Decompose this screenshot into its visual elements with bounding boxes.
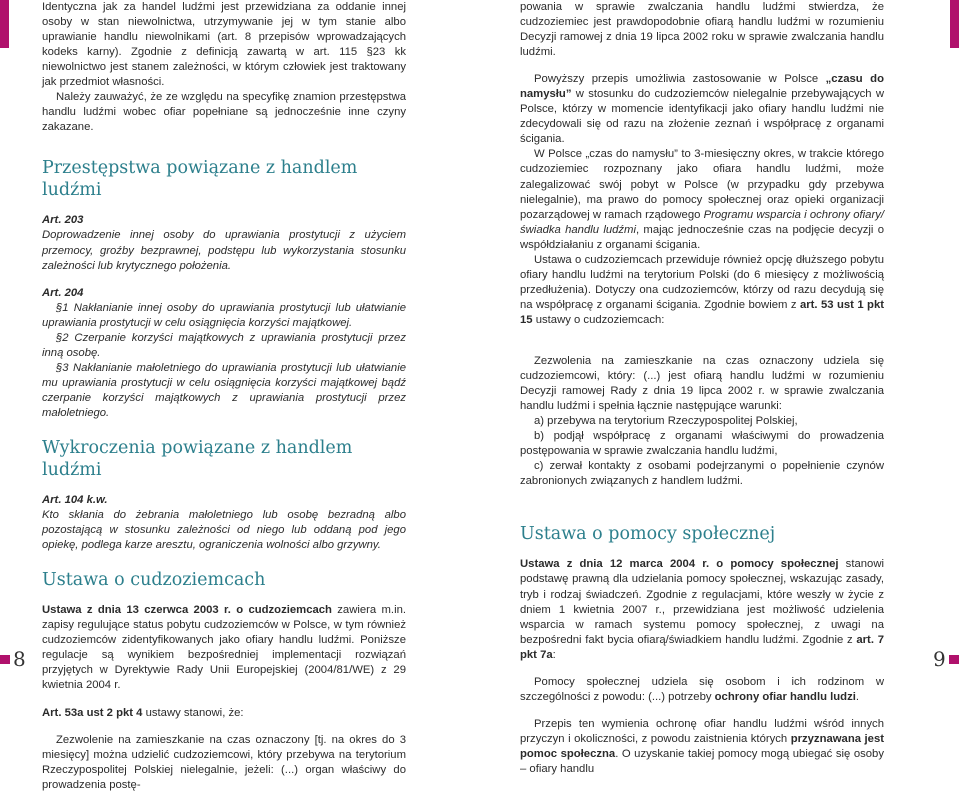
art-204-para-1: §1 Nakłanianie innej osoby do uprawiania prostytucji lub ułatwianie uprawiania prostytucji w celu osiągnięcia korzyści majątkowej.: [42, 301, 406, 329]
foreigners-act-paragraph: [42, 603, 406, 693]
left-column: [42, 0, 406, 793]
art-104-title: Art. 104 k.w.: [42, 494, 108, 507]
social-art-bold: art. 7 pkt 7a: [520, 633, 884, 661]
art-53a-text: ustawy stanowi, że:: [142, 706, 244, 719]
page-number-right: 9: [933, 647, 946, 671]
art-53a-paragraph: [42, 706, 406, 721]
page-number-left: 8: [13, 647, 26, 671]
continued-paragraph: powania w sprawie zwalczania handlu ludźmi stwierdza, że cudzoziemiec jest prawdopodobnie ofiarą handlu ludźmi w rozumieniu Decyzji ramowej z dnia 19 lipca 2002 roku w sprawie zwalczania handlu ludźmi.: [520, 1, 884, 59]
social-quote: [520, 675, 884, 705]
social-text: stanowi podstawę prawną dla udzielania pomocy społecznej, wskazując zasady, tryb i rodzaj świadczeń. Zgodnie z regulacjami, które weszły w życie z dniem 1 kwietnia 2007 r., przewidziana jest możliwość udzielenia wsparcia w ramach systemu pomocy społecznej, z uwagi na bezpośredni fakt bycia ofiarą/świadkiem handlu ludźmi. Zgodnie z: [520, 558, 884, 646]
foreigners-act-text: zawiera m.in. zapisy regulujące status pobytu cudzoziemców w Polsce, w tym również cudzoziemców zidentyfikowanych jako ofiary handlu ludźmi. Poniższe regulacje są wynikiem bezpośredniej implementacji rozwiązań przyjętych w Dyrektywie Rady Unii Europejskiej (2004/81/WE) z 29 kwietnia 2004 r.: [42, 604, 406, 692]
right-column: [520, 0, 884, 777]
detail-text-b: , mając jednocześnie czas na podjęcie decyzji o współdziałaniu z organami ścigania.: [520, 223, 884, 251]
final-paragraph: [520, 717, 884, 777]
bottom-right-accent: [949, 655, 959, 664]
detail-text-a: W Polsce „czas do namysłu” to 3-miesięczny okres, w trakcie którego cudzoziemiec rozpoznany jako ofiara handlu ludźmi, może zalegalizować swój pobyt w Polsce (w przypadku gdy przebywa nielegalnie), ma prawo do pomocy społecznej oraz opieki organizacji pozarządowej w ramach rządowego: [520, 148, 884, 221]
longer-text-a: Ustawa o cudzoziemcach przewiduje również opcję dłuższego pobytu ofiary handlu ludźmi na terytorium Polski (do 6 miesięcy z możliwością przedłużenia). Dotyczy ona cudzoziemców, którzy od razu decydują się na współpracę z organami ścigania. Zgodnie bowiem z: [520, 253, 884, 311]
reflection-detail-paragraph: [520, 147, 884, 252]
social-assistance-paragraph: [520, 557, 884, 662]
art-204-title: Art. 204: [42, 286, 84, 299]
heading-social-assistance: Ustawa o pomocy społecznej: [520, 524, 776, 545]
bottom-left-accent: [0, 655, 10, 664]
intro-paragraph-1: Identyczna jak za handel ludźmi jest przewidziana za oddanie innej osoby w stan niewolnictwa, utrzymywanie jej w tym stanie albo uprawianie handlu niewolnikami (art. 8 przepisów wprowadzających kodeks karny). Zgodnie z definicją zawartą w art. 115 §23 kk niewolnictwo jest stanem zależności, w którym człowiek jest traktowany jak przedmiot własności.: [42, 1, 406, 89]
art-204-para-3: §3 Nakłanianie małoletniego do uprawiania prostytucji lub ułatwianie mu uprawiania prostytucji w celu osiągnięcia korzyści majątkowej bądź czerpanie korzyści majątkowych z uprawiania prostytucji przez małoletniego.: [42, 361, 406, 419]
social-bold: Ustawa z dnia 12 marca 2004 r. o pomocy społecznej: [520, 558, 839, 571]
condition-c: c) zerwał kontakty z osobami podejrzanymi o popełnienie czynów zabronionych związanych z handlem ludźmi.: [520, 460, 884, 488]
reflection-period-paragraph: [520, 72, 884, 147]
final-bold: przyznawana jest pomoc społeczna: [520, 732, 884, 760]
social-quote-a: Pomocy społecznej udziela się osobom i ich rodzinom w szczególności z powodu: (...) potrzeby: [520, 675, 884, 703]
reflection-bold: „czasu do namysłu”: [520, 73, 884, 101]
longer-stay-paragraph: [520, 253, 884, 328]
detail-italic: Programu wsparcia i ochrony ofiary/świadka handlu ludźmi: [520, 208, 884, 236]
art-104-text: Kto skłania do żebrania małoletniego lub osobę bezradną albo pozostającą w stosunku zależności od niego lub oddaną pod jego opiekę, podlega karze aresztu, ograniczenia wolności albo grzywny.: [42, 509, 406, 552]
social-end: :: [552, 648, 556, 661]
final-b: . O uzyskanie takiej pomocy mogą ubiegać się osoby – ofiary handlu: [520, 747, 884, 775]
condition-a: a) przebywa na terytorium Rzeczypospolitej Polskiej,: [534, 415, 798, 428]
quote-residence-permit: Zezwolenie na zamieszkanie na czas oznaczony [tj. na okres do 3 miesięcy] można udzielić cudzoziemcowi, który przebywa na terytorium Rzeczypospolitej Polskiej nielegalnie, jeżeli: (...) organ właściwy do prowadzenia postę-: [42, 733, 406, 791]
heading-related-crimes: Przestępstwa powiązane z handlem ludźmi: [42, 158, 358, 201]
final-a: Przepis ten wymienia ochronę ofiar handlu ludźmi wśród innych przyczyn i okoliczności, z powodu zaistnienia których: [520, 717, 884, 745]
reflection-text-a: Powyższy przepis umożliwia zastosowanie w Polsce: [534, 73, 826, 86]
heading-related-offences: Wykroczenia powiązane z handlem ludźmi: [42, 438, 353, 481]
foreigners-act-bold: Ustawa z dnia 13 czerwca 2003 r. o cudzoziemcach: [42, 604, 332, 617]
social-quote-b: .: [855, 690, 860, 703]
reflection-text-b: w stosunku do cudzoziemców nielegalnie przebywających w Polsce, którzy w momencie identyfikacji jako ofiary handlu ludźmi nie zdecydowali się od razu na złożenie zeznań i współpracę z organami ścigania.: [520, 88, 884, 146]
intro-paragraph-2: Należy zauważyć, że ze względu na specyfikę znamion przestępstwa handlu ludźmi wobec ofiar popełniane są jednocześnie inne czyny zakazane.: [42, 91, 406, 134]
right-accent-bar: [950, 0, 959, 48]
condition-b: b) podjął współpracę z organami właściwymi do prowadzenia postępowania w sprawie zwalczania handlu ludźmi,: [520, 430, 884, 458]
art-203-text: Doprowadzenie innej osoby do uprawiania prostytucji z użyciem przemocy, groźby bezprawnej, podstępu lub wykorzystania stosunku zależności lub krytycznego położenia.: [42, 229, 406, 272]
longer-text-b: ustawy o cudzoziemcach:: [532, 313, 665, 326]
social-quote-bold: ochrony ofiar handlu ludzi: [714, 690, 856, 703]
art-53a-bold: Art. 53a ust 2 pkt 4: [42, 706, 143, 719]
heading-foreigners-act: Ustawa o cudzoziemcach: [42, 570, 266, 591]
quote-permit-conditions: Zezwolenia na zamieszkanie na czas oznaczony udziela się cudzoziemcowi, który: (...) jest ofiarą handlu ludźmi w rozumieniu Decyzji ramowej Rady z dnia 19 lipca 2002 r. w sprawie zwalczania handlu ludźmi i spełnia łącznie następujące warunki:: [520, 354, 884, 413]
left-accent-bar: [0, 0, 9, 48]
longer-bold: art. 53 ust 1 pkt 15: [520, 298, 885, 326]
art-203-title: Art. 203: [42, 214, 84, 227]
art-204-para-2: §2 Czerpanie korzyści majątkowych z uprawiania prostytucji przez inną osobę.: [42, 331, 406, 359]
